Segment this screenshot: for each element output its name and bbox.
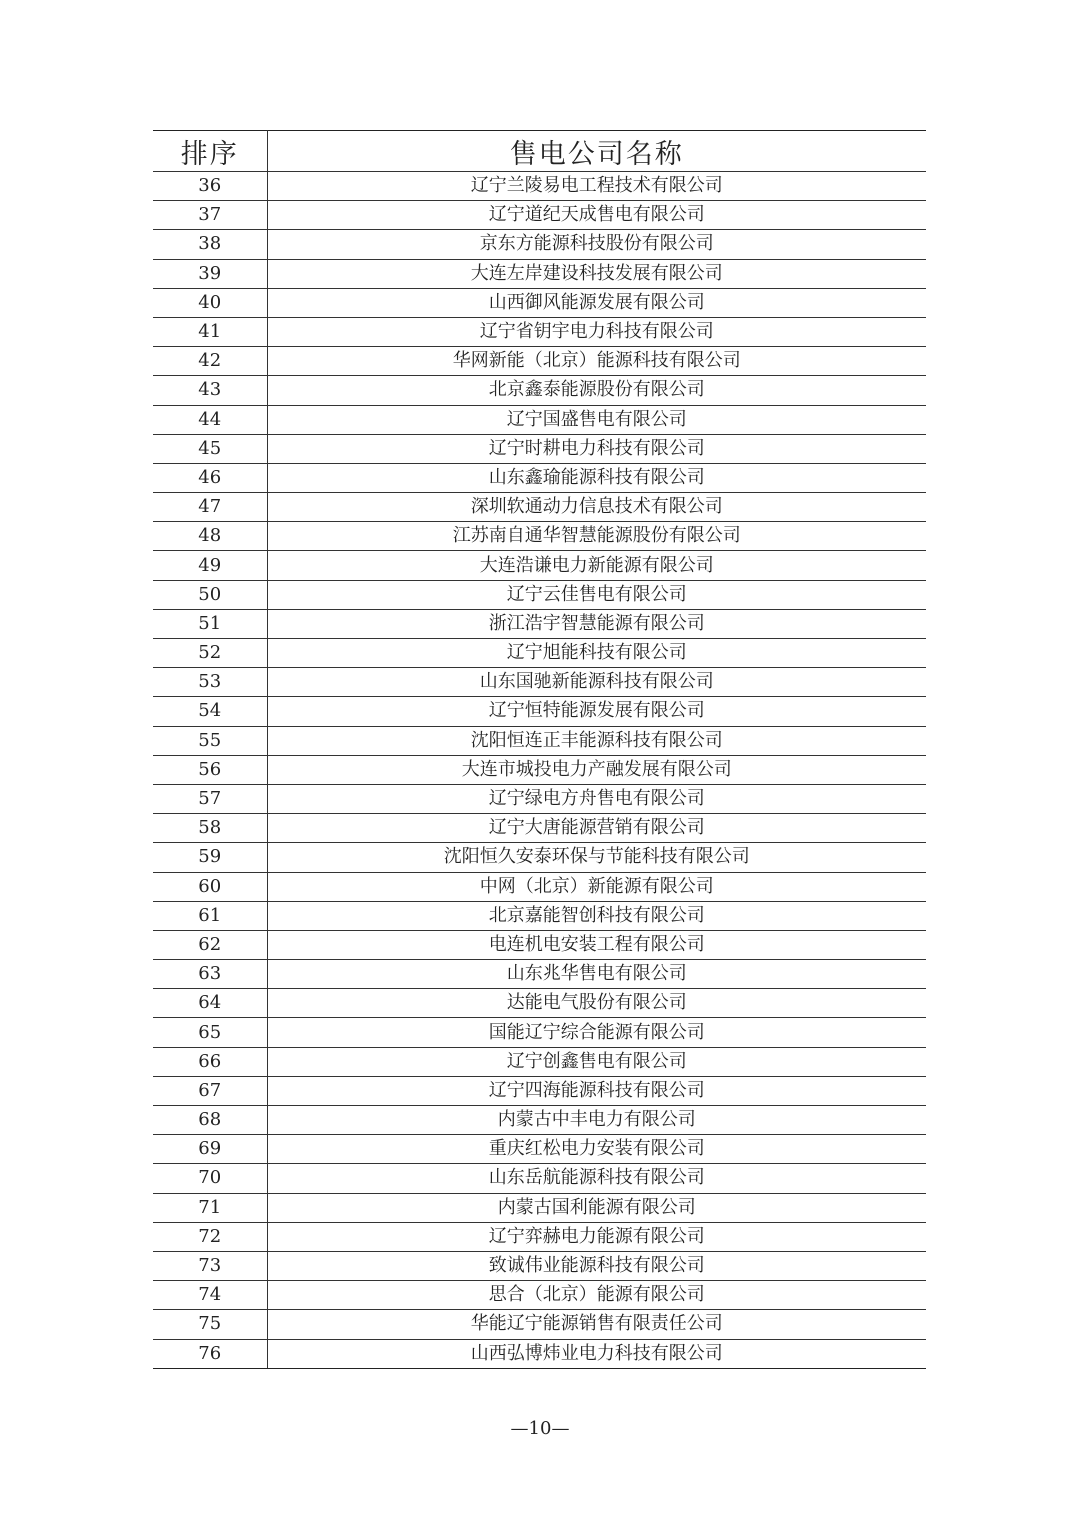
- rank-cell: 40: [153, 288, 267, 317]
- rank-cell: 70: [153, 1164, 267, 1193]
- rank-cell: 59: [153, 843, 267, 872]
- table-row: [153, 230, 926, 259]
- company-name-cell: 山西御风能源发展有限公司: [267, 288, 926, 317]
- table-row: [153, 1193, 926, 1222]
- rank-cell: 67: [153, 1076, 267, 1105]
- table-row: [153, 434, 926, 463]
- company-name-cell: 辽宁云佳售电有限公司: [267, 580, 926, 609]
- rank-cell: 43: [153, 376, 267, 405]
- table-row: [153, 405, 926, 434]
- page-number: —10—: [510, 1418, 570, 1439]
- rank-cell: 47: [153, 493, 267, 522]
- table-row: [153, 172, 926, 201]
- rank-cell: 64: [153, 989, 267, 1018]
- table-row: [153, 755, 926, 784]
- rank-cell: 49: [153, 551, 267, 580]
- table-row: [153, 726, 926, 755]
- company-name-cell: 辽宁国盛售电有限公司: [267, 405, 926, 434]
- rank-cell: 74: [153, 1281, 267, 1310]
- company-name-cell: 京东方能源科技股份有限公司: [267, 230, 926, 259]
- rank-cell: 58: [153, 814, 267, 843]
- company-name-cell: 辽宁弈赫电力能源有限公司: [267, 1222, 926, 1251]
- table-row: [153, 580, 926, 609]
- company-name-cell: 山东国驰新能源科技有限公司: [267, 668, 926, 697]
- table-row: [153, 960, 926, 989]
- rank-cell: 52: [153, 639, 267, 668]
- rank-cell: 66: [153, 1047, 267, 1076]
- rank-cell: 36: [153, 172, 267, 201]
- rank-cell: 55: [153, 726, 267, 755]
- company-name-cell: 北京嘉能智创科技有限公司: [267, 901, 926, 930]
- table-row: [153, 317, 926, 346]
- company-name-cell: 辽宁省钥宇电力科技有限公司: [267, 317, 926, 346]
- table-row: [153, 784, 926, 813]
- rank-cell: 61: [153, 901, 267, 930]
- header-rank: 排序: [153, 131, 267, 172]
- rank-cell: 56: [153, 755, 267, 784]
- company-name-cell: 浙江浩宇智慧能源有限公司: [267, 609, 926, 638]
- company-name-cell: 致诚伟业能源科技有限公司: [267, 1251, 926, 1280]
- table-row: [153, 901, 926, 930]
- table-row: [153, 1018, 926, 1047]
- company-name-cell: 沈阳恒久安泰环保与节能科技有限公司: [267, 843, 926, 872]
- company-name-cell: 山东兆华售电有限公司: [267, 960, 926, 989]
- table-row: [153, 872, 926, 901]
- company-name-cell: 大连左岸建设科技发展有限公司: [267, 259, 926, 288]
- company-name-cell: 辽宁道纪天成售电有限公司: [267, 201, 926, 230]
- company-name-cell: 北京鑫泰能源股份有限公司: [267, 376, 926, 405]
- company-name-cell: 辽宁创鑫售电有限公司: [267, 1047, 926, 1076]
- table-header-row: [153, 131, 926, 172]
- rank-cell: 38: [153, 230, 267, 259]
- company-list-table: [153, 130, 926, 1369]
- table-row: [153, 1281, 926, 1310]
- table-row: [153, 493, 926, 522]
- table-row: [153, 843, 926, 872]
- table-row: [153, 1222, 926, 1251]
- company-name-cell: 山西弘博炜业电力科技有限公司: [267, 1339, 926, 1368]
- table-body: [153, 172, 926, 1369]
- table-row: [153, 1135, 926, 1164]
- table-row: [153, 639, 926, 668]
- company-name-cell: 内蒙古国利能源有限公司: [267, 1193, 926, 1222]
- company-name-cell: 辽宁大唐能源营销有限公司: [267, 814, 926, 843]
- table-row: [153, 697, 926, 726]
- rank-cell: 41: [153, 317, 267, 346]
- rank-cell: 39: [153, 259, 267, 288]
- table-row: [153, 930, 926, 959]
- table-row: [153, 1164, 926, 1193]
- company-name-cell: 辽宁兰陵易电工程技术有限公司: [267, 172, 926, 201]
- rank-cell: 65: [153, 1018, 267, 1047]
- rank-cell: 51: [153, 609, 267, 638]
- rank-cell: 71: [153, 1193, 267, 1222]
- company-name-cell: 沈阳恒连正丰能源科技有限公司: [267, 726, 926, 755]
- company-name-cell: 内蒙古中丰电力有限公司: [267, 1106, 926, 1135]
- company-name-cell: 华网新能（北京）能源科技有限公司: [267, 347, 926, 376]
- rank-cell: 68: [153, 1106, 267, 1135]
- company-name-cell: 大连市城投电力产融发展有限公司: [267, 755, 926, 784]
- rank-cell: 72: [153, 1222, 267, 1251]
- company-name-cell: 辽宁旭能科技有限公司: [267, 639, 926, 668]
- company-name-cell: 辽宁时耕电力科技有限公司: [267, 434, 926, 463]
- company-name-cell: 达能电气股份有限公司: [267, 989, 926, 1018]
- table-row: [153, 814, 926, 843]
- table-row: [153, 347, 926, 376]
- table-row: [153, 609, 926, 638]
- table-row: [153, 522, 926, 551]
- rank-cell: 69: [153, 1135, 267, 1164]
- rank-cell: 63: [153, 960, 267, 989]
- rank-cell: 62: [153, 930, 267, 959]
- company-name-cell: 电连机电安装工程有限公司: [267, 930, 926, 959]
- table-row: [153, 1310, 926, 1339]
- rank-cell: 44: [153, 405, 267, 434]
- table-row: [153, 463, 926, 492]
- rank-cell: 42: [153, 347, 267, 376]
- table-row: [153, 201, 926, 230]
- company-name-cell: 深圳软通动力信息技术有限公司: [267, 493, 926, 522]
- company-name-cell: 江苏南自通华智慧能源股份有限公司: [267, 522, 926, 551]
- table-row: [153, 1047, 926, 1076]
- company-name-cell: 山东岳航能源科技有限公司: [267, 1164, 926, 1193]
- rank-cell: 37: [153, 201, 267, 230]
- table-row: [153, 376, 926, 405]
- company-name-cell: 华能辽宁能源销售有限责任公司: [267, 1310, 926, 1339]
- rank-cell: 54: [153, 697, 267, 726]
- table-row: [153, 1076, 926, 1105]
- table-row: [153, 1339, 926, 1368]
- company-name-cell: 思合（北京）能源有限公司: [267, 1281, 926, 1310]
- rank-cell: 60: [153, 872, 267, 901]
- table-row: [153, 1106, 926, 1135]
- company-name-cell: 国能辽宁综合能源有限公司: [267, 1018, 926, 1047]
- table-row: [153, 288, 926, 317]
- rank-cell: 50: [153, 580, 267, 609]
- rank-cell: 46: [153, 463, 267, 492]
- company-name-cell: 辽宁四海能源科技有限公司: [267, 1076, 926, 1105]
- rank-cell: 73: [153, 1251, 267, 1280]
- company-name-cell: 山东鑫瑜能源科技有限公司: [267, 463, 926, 492]
- table-row: [153, 1251, 926, 1280]
- table-row: [153, 989, 926, 1018]
- rank-cell: 57: [153, 784, 267, 813]
- company-name-cell: 辽宁恒特能源发展有限公司: [267, 697, 926, 726]
- rank-cell: 76: [153, 1339, 267, 1368]
- table-row: [153, 259, 926, 288]
- company-name-cell: 大连浩谦电力新能源有限公司: [267, 551, 926, 580]
- rank-cell: 48: [153, 522, 267, 551]
- table-row: [153, 668, 926, 697]
- rank-cell: 45: [153, 434, 267, 463]
- company-name-cell: 重庆红松电力安装有限公司: [267, 1135, 926, 1164]
- company-name-cell: 辽宁绿电方舟售电有限公司: [267, 784, 926, 813]
- rank-cell: 75: [153, 1310, 267, 1339]
- table-row: [153, 551, 926, 580]
- company-name-cell: 中网（北京）新能源有限公司: [267, 872, 926, 901]
- rank-cell: 53: [153, 668, 267, 697]
- header-company-name: 售电公司名称: [267, 131, 926, 172]
